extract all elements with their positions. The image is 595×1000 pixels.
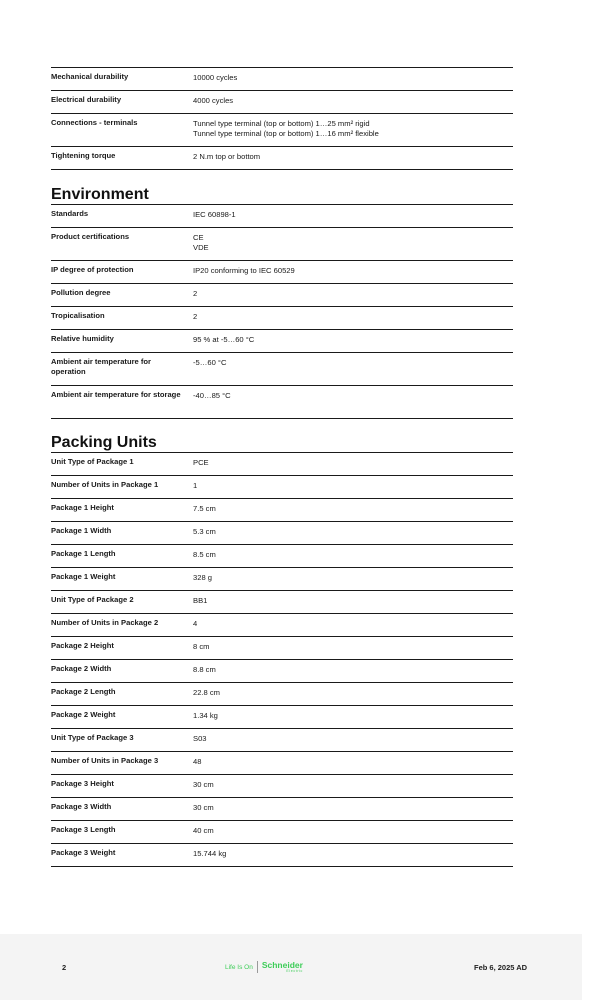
table-row xyxy=(51,353,513,386)
table-row xyxy=(51,284,513,307)
row-label: Electrical durability xyxy=(51,95,122,104)
row-label: Package 2 Height xyxy=(51,641,114,650)
table-row xyxy=(51,261,513,284)
value-line: 8 cm xyxy=(193,642,210,651)
table-row xyxy=(51,499,513,522)
packing-units-table xyxy=(51,452,513,867)
row-value xyxy=(193,386,513,419)
value-line: 30 cm xyxy=(193,803,214,812)
value-line: 1.34 kg xyxy=(193,711,218,720)
value-line: Tunnel type terminal (top or bottom) 1…25 mm² rigid xyxy=(193,119,370,128)
row-value xyxy=(193,844,513,867)
row-label: Product certifications xyxy=(51,232,130,241)
value-line: 4000 cycles xyxy=(193,96,234,105)
row-label: Relative humidity xyxy=(51,334,114,343)
row-value xyxy=(193,114,513,147)
row-value xyxy=(193,476,513,499)
table-row xyxy=(51,821,513,844)
row-label: Number of Units in Package 1 xyxy=(51,480,159,489)
value-line: -5…60 °C xyxy=(193,358,227,367)
row-label: Number of Units in Package 3 xyxy=(51,756,159,765)
row-value xyxy=(193,68,513,91)
row-label: IP degree of protection xyxy=(51,265,134,274)
row-label: Tightening torque xyxy=(51,151,116,160)
print-date: Feb 6, 2025 AD xyxy=(474,963,528,972)
table-row xyxy=(51,476,513,499)
value-line: 8.5 cm xyxy=(193,550,216,559)
value-line: 328 g xyxy=(193,573,213,582)
table-row xyxy=(51,91,513,114)
row-value xyxy=(193,228,513,261)
row-label: Package 3 Weight xyxy=(51,848,116,857)
value-line: 2 xyxy=(193,312,198,321)
table-row xyxy=(51,844,513,867)
row-value xyxy=(193,545,513,568)
value-line: -40…85 °C xyxy=(193,391,231,400)
row-label: Ambient air temperature for storage xyxy=(51,390,181,399)
table-row xyxy=(51,752,513,775)
row-value xyxy=(193,453,513,476)
row-label: Unit Type of Package 1 xyxy=(51,457,134,466)
table-row xyxy=(51,522,513,545)
table-row xyxy=(51,568,513,591)
row-label: Unit Type of Package 2 xyxy=(51,595,134,604)
row-label: Mechanical durability xyxy=(51,72,129,81)
row-label: Package 1 Length xyxy=(51,549,116,558)
table-row xyxy=(51,453,513,476)
row-label: Package 3 Height xyxy=(51,779,114,788)
value-line: 4 xyxy=(193,619,198,628)
row-value xyxy=(193,205,513,228)
row-label: Package 1 Width xyxy=(51,526,112,535)
row-label: Package 1 Weight xyxy=(51,572,116,581)
value-line: Tunnel type terminal (top or bottom) 1…16 mm² flexible xyxy=(193,129,379,138)
table-row xyxy=(51,637,513,660)
value-line: 15.744 kg xyxy=(193,849,227,858)
row-value xyxy=(193,330,513,353)
row-label: Unit Type of Package 3 xyxy=(51,733,134,742)
value-line: IEC 60898-1 xyxy=(193,210,236,219)
table-row xyxy=(51,147,513,170)
table-row xyxy=(51,591,513,614)
row-value xyxy=(193,729,513,752)
value-line: VDE xyxy=(193,243,209,252)
environment-heading: Environment xyxy=(51,186,149,203)
table-row xyxy=(51,330,513,353)
row-label: Connections - terminals xyxy=(51,118,138,127)
table-row xyxy=(51,228,513,261)
characteristics-table xyxy=(51,67,513,170)
table-row xyxy=(51,545,513,568)
table-row xyxy=(51,68,513,91)
row-label: Ambient air temperature for operation xyxy=(51,357,152,376)
environment-table xyxy=(51,204,513,419)
row-value xyxy=(193,706,513,729)
value-line: PCE xyxy=(193,458,209,467)
table-row xyxy=(51,614,513,637)
row-label: Package 1 Height xyxy=(51,503,114,512)
row-value xyxy=(193,522,513,545)
page-footer xyxy=(0,934,582,1000)
value-line: 1 xyxy=(193,481,198,490)
row-value xyxy=(193,637,513,660)
row-value xyxy=(193,614,513,637)
value-line: 2 xyxy=(193,289,198,298)
value-line: S03 xyxy=(193,734,207,743)
table-row xyxy=(51,205,513,228)
brand-divider xyxy=(257,961,258,973)
row-value xyxy=(193,91,513,114)
value-line: BB1 xyxy=(193,596,208,605)
value-line: 22.8 cm xyxy=(193,688,221,697)
table-row xyxy=(51,775,513,798)
row-value xyxy=(193,261,513,284)
row-label: Package 2 Width xyxy=(51,664,112,673)
value-line: 10000 cycles xyxy=(193,73,238,82)
value-line: 95 % at -5…60 °C xyxy=(193,335,255,344)
row-value xyxy=(193,775,513,798)
row-value xyxy=(193,353,513,386)
value-line: IP20 conforming to IEC 60529 xyxy=(193,266,295,275)
table-row xyxy=(51,706,513,729)
brand-sub: Electric xyxy=(286,969,303,973)
table-row xyxy=(51,798,513,821)
value-line: 7.5 cm xyxy=(193,504,216,513)
row-value xyxy=(193,591,513,614)
table-row xyxy=(51,660,513,683)
row-value xyxy=(193,821,513,844)
row-value xyxy=(193,752,513,775)
value-line: 8.8 cm xyxy=(193,665,216,674)
row-label: Number of Units in Package 2 xyxy=(51,618,159,627)
row-value xyxy=(193,307,513,330)
row-label: Package 2 Length xyxy=(51,687,116,696)
row-label: Pollution degree xyxy=(51,288,111,297)
table-row xyxy=(51,386,513,419)
value-line: CE xyxy=(193,233,204,242)
row-value xyxy=(193,568,513,591)
page-number: 2 xyxy=(62,963,67,972)
row-value xyxy=(193,683,513,706)
packing-units-heading: Packing Units xyxy=(51,434,157,451)
table-row xyxy=(51,307,513,330)
brand-name: Schneider xyxy=(261,960,303,970)
row-label: Tropicalisation xyxy=(51,311,105,320)
datasheet-content xyxy=(51,67,513,867)
schneider-logo xyxy=(262,961,303,973)
table-row xyxy=(51,114,513,147)
row-label: Package 3 Width xyxy=(51,802,112,811)
row-value xyxy=(193,660,513,683)
row-value xyxy=(193,798,513,821)
table-row xyxy=(51,683,513,706)
value-line: 48 xyxy=(193,757,202,766)
value-line: 5.3 cm xyxy=(193,527,216,536)
row-value xyxy=(193,499,513,522)
row-value xyxy=(193,284,513,307)
brand-logo xyxy=(225,960,303,974)
row-label: Package 3 Length xyxy=(51,825,116,834)
row-label: Package 2 Weight xyxy=(51,710,116,719)
row-value xyxy=(193,147,513,170)
row-label: Standards xyxy=(51,209,89,218)
value-line: 2 N.m top or bottom xyxy=(193,152,261,161)
brand-tagline: Life Is On xyxy=(225,963,253,971)
value-line: 30 cm xyxy=(193,780,214,789)
table-row xyxy=(51,729,513,752)
value-line: 40 cm xyxy=(193,826,214,835)
